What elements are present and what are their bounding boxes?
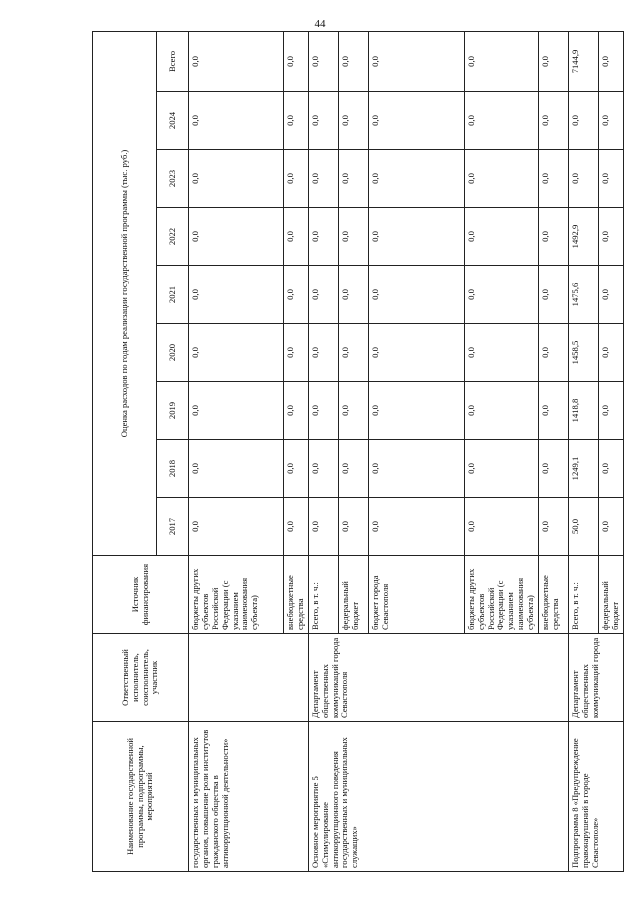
year-value-cell: 0,0 xyxy=(464,382,538,440)
year-value-cell: 0,0 xyxy=(464,440,538,498)
year-value-cell: 0,0 xyxy=(464,92,538,150)
funding-source-cell: федеральный бюджет xyxy=(598,556,623,634)
header-responsible: Ответственный исполнитель, соисполнитель, участник xyxy=(93,634,189,722)
funding-row xyxy=(568,31,598,871)
responsible-cell: Департамент общественных коммуникаций города xyxy=(568,634,623,722)
funding-source-cell: бюджеты других субъектов Российской Федерации (с указанием наименования субъекта) xyxy=(189,556,284,634)
year-value-cell: 0,0 xyxy=(538,92,568,150)
year-value-cell: 0,0 xyxy=(598,150,623,208)
total-value-cell: 0,0 xyxy=(284,31,309,91)
year-value-cell: 0,0 xyxy=(598,382,623,440)
year-value-cell: 0,0 xyxy=(538,324,568,382)
year-value-cell: 0,0 xyxy=(598,324,623,382)
funding-source-cell: внебюджетные средства xyxy=(538,556,568,634)
total-value-cell: 0,0 xyxy=(189,31,284,91)
year-value-cell: 0,0 xyxy=(189,498,284,556)
header-year: 2024 xyxy=(157,92,189,150)
funding-source-cell: федеральный бюджет xyxy=(338,556,368,634)
funding-row xyxy=(189,31,284,871)
year-value-cell: 0,0 xyxy=(284,498,309,556)
rotated-page-content xyxy=(92,32,620,872)
year-value-cell: 0,0 xyxy=(308,266,338,324)
year-value-cell: 0,0 xyxy=(284,92,309,150)
header-funding-source: Источник финансирования xyxy=(93,556,189,634)
year-value-cell: 0,0 xyxy=(189,324,284,382)
funding-source-cell: внебюджетные средства xyxy=(284,556,309,634)
total-value-cell: 0,0 xyxy=(464,31,538,91)
year-value-cell: 0,0 xyxy=(189,150,284,208)
header-year: 2017 xyxy=(157,498,189,556)
year-value-cell: 0,0 xyxy=(464,150,538,208)
header-year: 2021 xyxy=(157,266,189,324)
year-value-cell: 0,0 xyxy=(338,92,368,150)
year-value-cell: 0,0 xyxy=(598,208,623,266)
program-funding-table xyxy=(92,31,624,872)
year-value-cell: 0,0 xyxy=(284,150,309,208)
total-value-cell: 0,0 xyxy=(338,31,368,91)
year-value-cell: 1418,8 xyxy=(568,382,598,440)
year-value-cell: 0,0 xyxy=(189,92,284,150)
funding-source-cell: Всего, в т. ч.: xyxy=(308,556,338,634)
year-value-cell: 0,0 xyxy=(368,208,464,266)
year-value-cell: 0,0 xyxy=(338,208,368,266)
header-year: 2020 xyxy=(157,324,189,382)
year-value-cell: 0,0 xyxy=(338,498,368,556)
year-value-cell: 0,0 xyxy=(464,498,538,556)
program-name-cell: государственных и муниципальных органов, повышение роли институтов гражданского общества в антикоррупционной деятельности» xyxy=(189,722,309,872)
header-year: 2019 xyxy=(157,382,189,440)
year-value-cell: 0,0 xyxy=(538,498,568,556)
total-value-cell: 0,0 xyxy=(598,31,623,91)
year-value-cell: 0,0 xyxy=(368,440,464,498)
year-value-cell: 0,0 xyxy=(308,92,338,150)
year-value-cell: 0,0 xyxy=(338,382,368,440)
year-value-cell: 0,0 xyxy=(538,266,568,324)
page-number: 44 xyxy=(314,18,326,30)
year-value-cell: 0,0 xyxy=(368,150,464,208)
header-row-main xyxy=(93,31,157,871)
year-value-cell: 0,0 xyxy=(368,92,464,150)
program-name-cell: Основное мероприятие 5 «Стимулирование антикоррупционного поведения государственных и муниципальных служащих» xyxy=(308,722,568,872)
year-value-cell: 0,0 xyxy=(464,324,538,382)
year-value-cell: 0,0 xyxy=(189,440,284,498)
year-value-cell: 0,0 xyxy=(189,208,284,266)
year-value-cell: 0,0 xyxy=(189,382,284,440)
year-value-cell: 1475,6 xyxy=(568,266,598,324)
year-value-cell: 0,0 xyxy=(368,498,464,556)
year-value-cell: 0,0 xyxy=(368,324,464,382)
year-value-cell: 0,0 xyxy=(338,324,368,382)
year-value-cell: 0,0 xyxy=(464,208,538,266)
header-year: 2022 xyxy=(157,208,189,266)
header-expense-estimate: Оценка расходов по годам реализации государственной программы (тыс. руб.) xyxy=(93,31,157,555)
year-value-cell: 0,0 xyxy=(538,440,568,498)
funding-source-cell: Всего, в т. ч.: xyxy=(568,556,598,634)
year-value-cell: 0,0 xyxy=(368,382,464,440)
year-value-cell: 0,0 xyxy=(308,208,338,266)
year-value-cell: 0,0 xyxy=(538,382,568,440)
funding-source-cell: бюджет города Севастополя xyxy=(368,556,464,634)
year-value-cell: 0,0 xyxy=(308,440,338,498)
total-value-cell: 0,0 xyxy=(368,31,464,91)
total-value-cell: 0,0 xyxy=(538,31,568,91)
year-value-cell: 0,0 xyxy=(368,266,464,324)
year-value-cell: 0,0 xyxy=(308,382,338,440)
program-name-cell: Подпрограмма 8 «Предупреждение правонарушений в городе Севастополе» xyxy=(568,722,623,872)
year-value-cell: 0,0 xyxy=(284,208,309,266)
year-value-cell: 0,0 xyxy=(308,150,338,208)
year-value-cell: 0,0 xyxy=(308,498,338,556)
year-value-cell: 0,0 xyxy=(598,440,623,498)
total-value-cell: 0,0 xyxy=(308,31,338,91)
year-value-cell: 50,0 xyxy=(568,498,598,556)
year-value-cell: 0,0 xyxy=(338,266,368,324)
year-value-cell: 0,0 xyxy=(538,150,568,208)
year-value-cell: 1458,5 xyxy=(568,324,598,382)
year-value-cell: 0,0 xyxy=(284,324,309,382)
year-value-cell: 0,0 xyxy=(189,266,284,324)
total-value-cell: 7144,9 xyxy=(568,31,598,91)
year-value-cell: 0,0 xyxy=(568,92,598,150)
year-value-cell: 0,0 xyxy=(568,150,598,208)
year-value-cell: 0,0 xyxy=(538,208,568,266)
funding-source-cell: бюджеты других субъектов Российской Федерации (с указанием наименования субъекта) xyxy=(464,556,538,634)
year-value-cell: 0,0 xyxy=(598,266,623,324)
header-year: 2018 xyxy=(157,440,189,498)
year-value-cell: 0,0 xyxy=(338,440,368,498)
funding-row xyxy=(308,31,338,871)
header-year: 2023 xyxy=(157,150,189,208)
year-value-cell: 0,0 xyxy=(598,498,623,556)
year-value-cell: 0,0 xyxy=(284,440,309,498)
year-value-cell: 1249,1 xyxy=(568,440,598,498)
year-value-cell: 0,0 xyxy=(284,382,309,440)
header-program-name: Наименование государственной программы, подпрограммы, мероприятий xyxy=(93,722,189,872)
year-value-cell: 0,0 xyxy=(598,92,623,150)
header-total: Всего xyxy=(157,31,189,91)
year-value-cell: 0,0 xyxy=(308,324,338,382)
year-value-cell: 0,0 xyxy=(284,266,309,324)
responsible-cell xyxy=(189,634,309,722)
year-value-cell: 0,0 xyxy=(464,266,538,324)
year-value-cell: 1492,9 xyxy=(568,208,598,266)
year-value-cell: 0,0 xyxy=(338,150,368,208)
responsible-cell: Департамент общественных коммуникаций города Севастополя xyxy=(308,634,568,722)
